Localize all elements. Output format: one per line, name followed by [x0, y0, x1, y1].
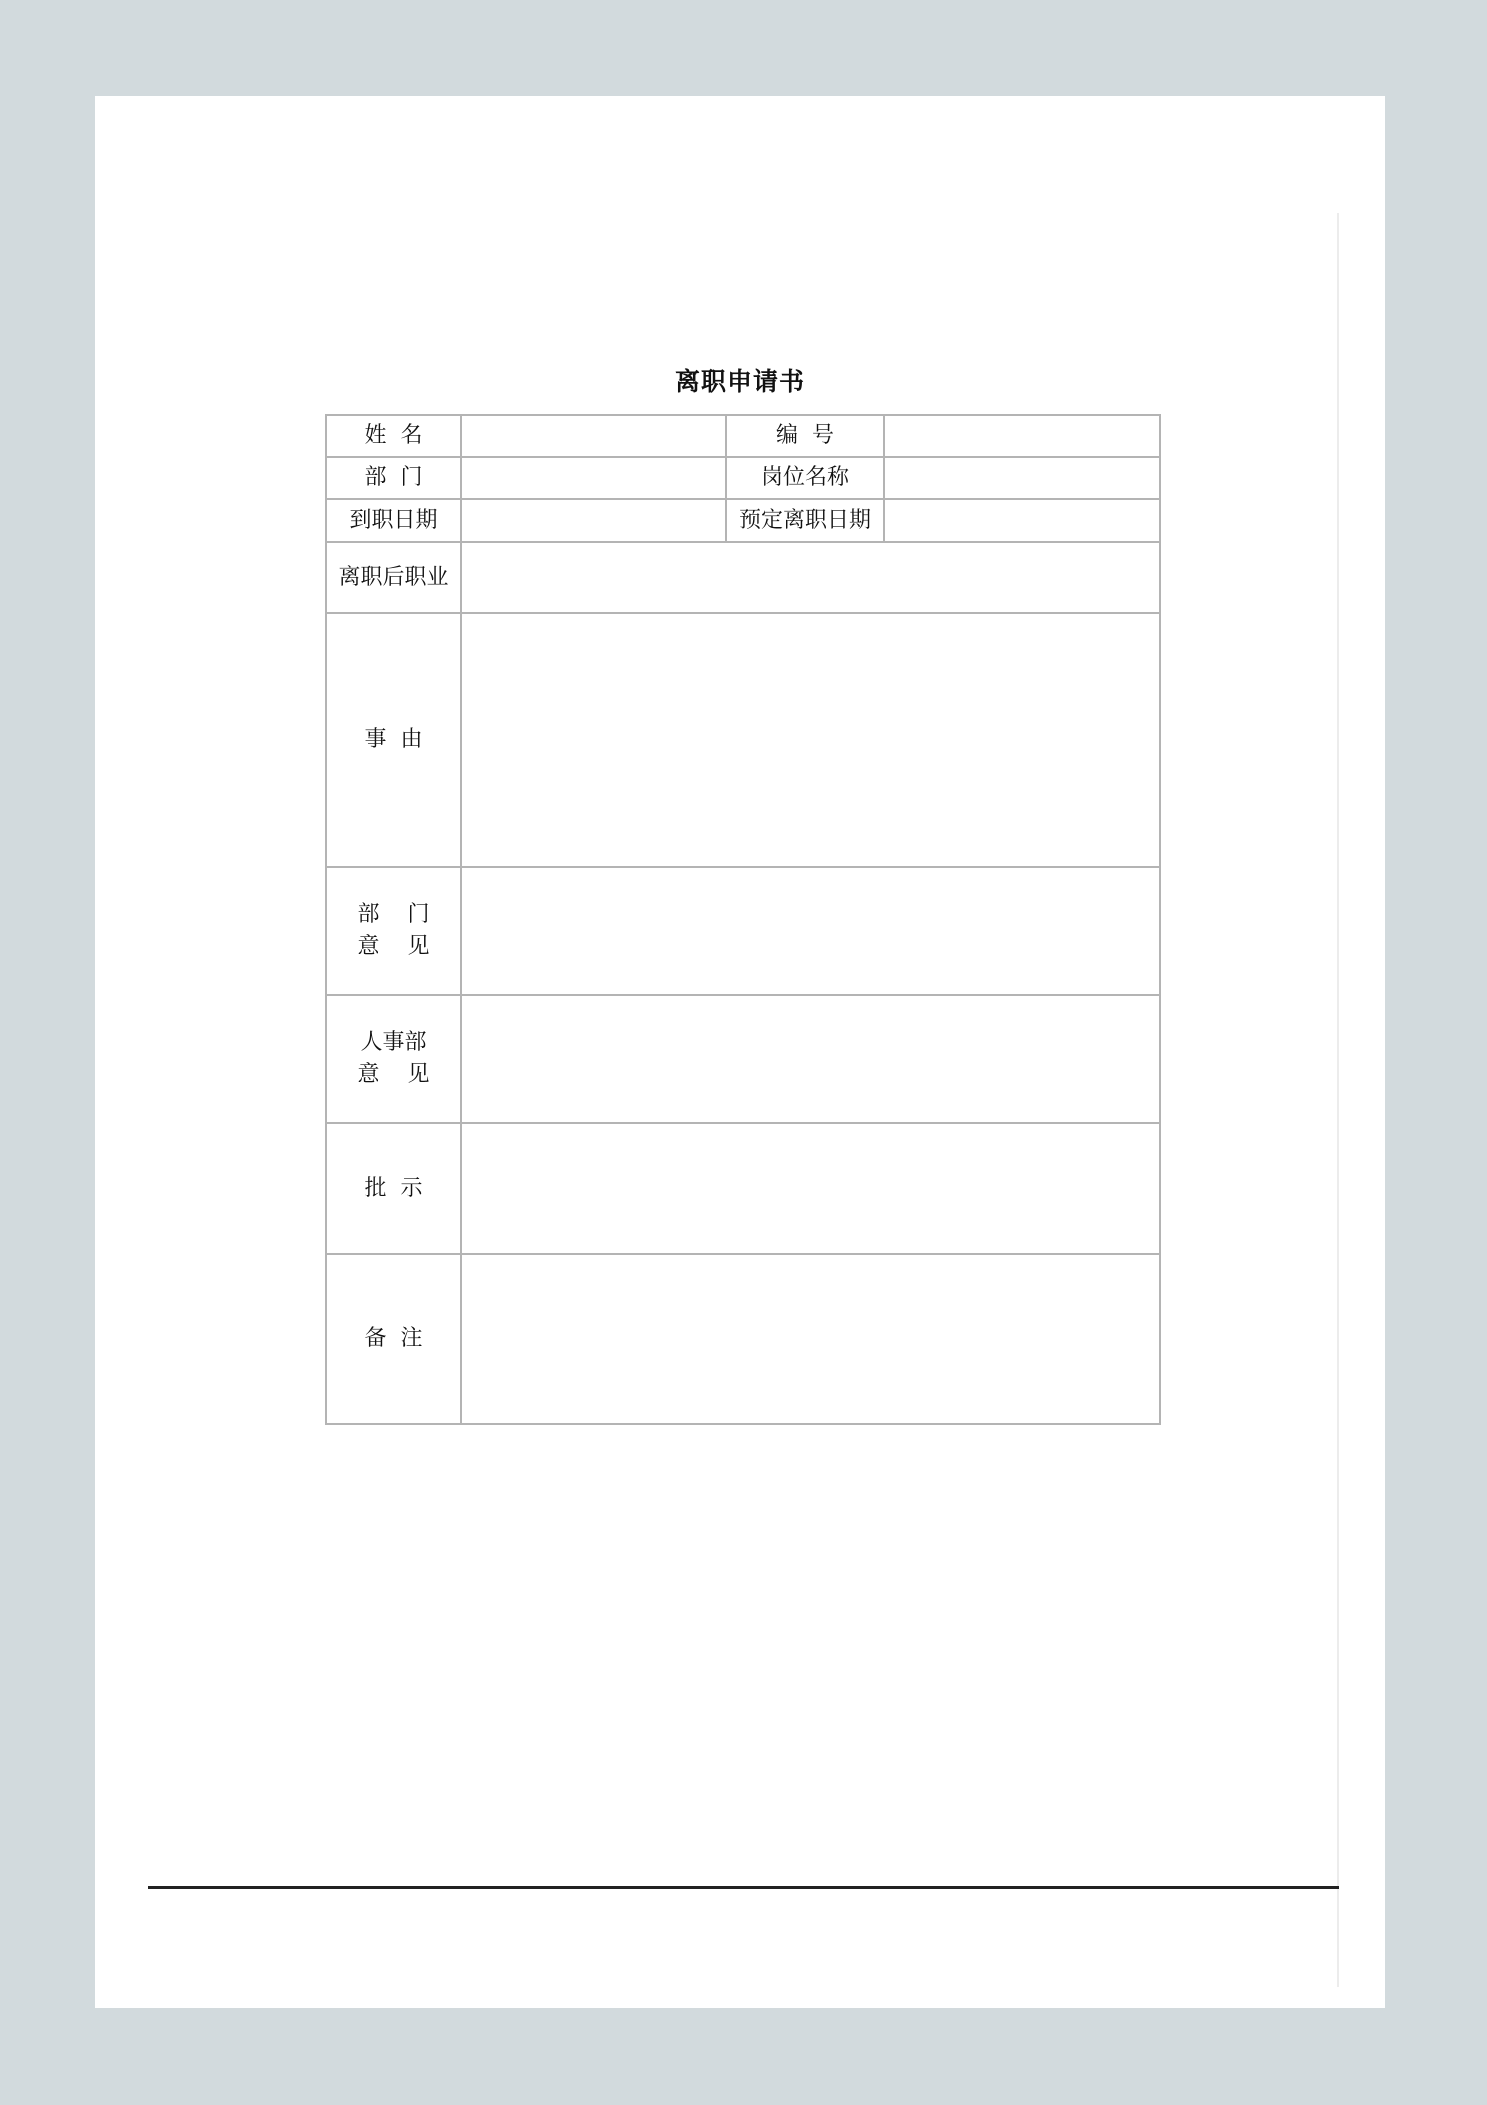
- post-career-label: 离职后职业: [326, 542, 461, 613]
- resignation-form-table: [325, 414, 1161, 1425]
- dept-opinion-label-line1: 部 门: [357, 902, 430, 928]
- reason-field[interactable]: [461, 613, 1160, 867]
- remarks-field[interactable]: [461, 1254, 1160, 1424]
- table-row: [326, 457, 1160, 499]
- hr-opinion-label-line2: 意 见: [357, 1062, 430, 1087]
- position-field[interactable]: [884, 457, 1160, 499]
- table-row: [326, 542, 1160, 613]
- document-page: [95, 96, 1385, 2008]
- start-date-field[interactable]: [461, 499, 726, 542]
- hr-opinion-label-line1: 人事部: [360, 1030, 427, 1056]
- table-row: [326, 415, 1160, 457]
- planned-leave-date-label: 预定离职日期: [726, 499, 884, 542]
- name-label: 姓 名: [326, 415, 461, 457]
- dept-opinion-label: [326, 867, 461, 995]
- footer-rule: [148, 1886, 1339, 1889]
- dept-opinion-label-line2: 意 见: [357, 934, 430, 959]
- planned-leave-date-field[interactable]: [884, 499, 1160, 542]
- reason-label: 事 由: [326, 613, 461, 867]
- table-row: [326, 995, 1160, 1123]
- remarks-label: 备 注: [326, 1254, 461, 1424]
- page-right-rule: [1337, 213, 1339, 1987]
- table-row: [326, 1254, 1160, 1424]
- table-row: [326, 613, 1160, 867]
- department-label: 部 门: [326, 457, 461, 499]
- table-row: [326, 1123, 1160, 1254]
- dept-opinion-field[interactable]: [461, 867, 1160, 995]
- start-date-label: 到职日期: [326, 499, 461, 542]
- approval-field[interactable]: [461, 1123, 1160, 1254]
- hr-opinion-label: [326, 995, 461, 1123]
- table-row: [326, 499, 1160, 542]
- form-title: 离职申请书: [674, 367, 805, 396]
- number-field[interactable]: [884, 415, 1160, 457]
- approval-label: 批 示: [326, 1123, 461, 1254]
- post-career-field[interactable]: [461, 542, 1160, 613]
- number-label: 编 号: [726, 415, 884, 457]
- position-label: 岗位名称: [726, 457, 884, 499]
- table-row: [326, 867, 1160, 995]
- hr-opinion-field[interactable]: [461, 995, 1160, 1123]
- department-field[interactable]: [461, 457, 726, 499]
- name-field[interactable]: [461, 415, 726, 457]
